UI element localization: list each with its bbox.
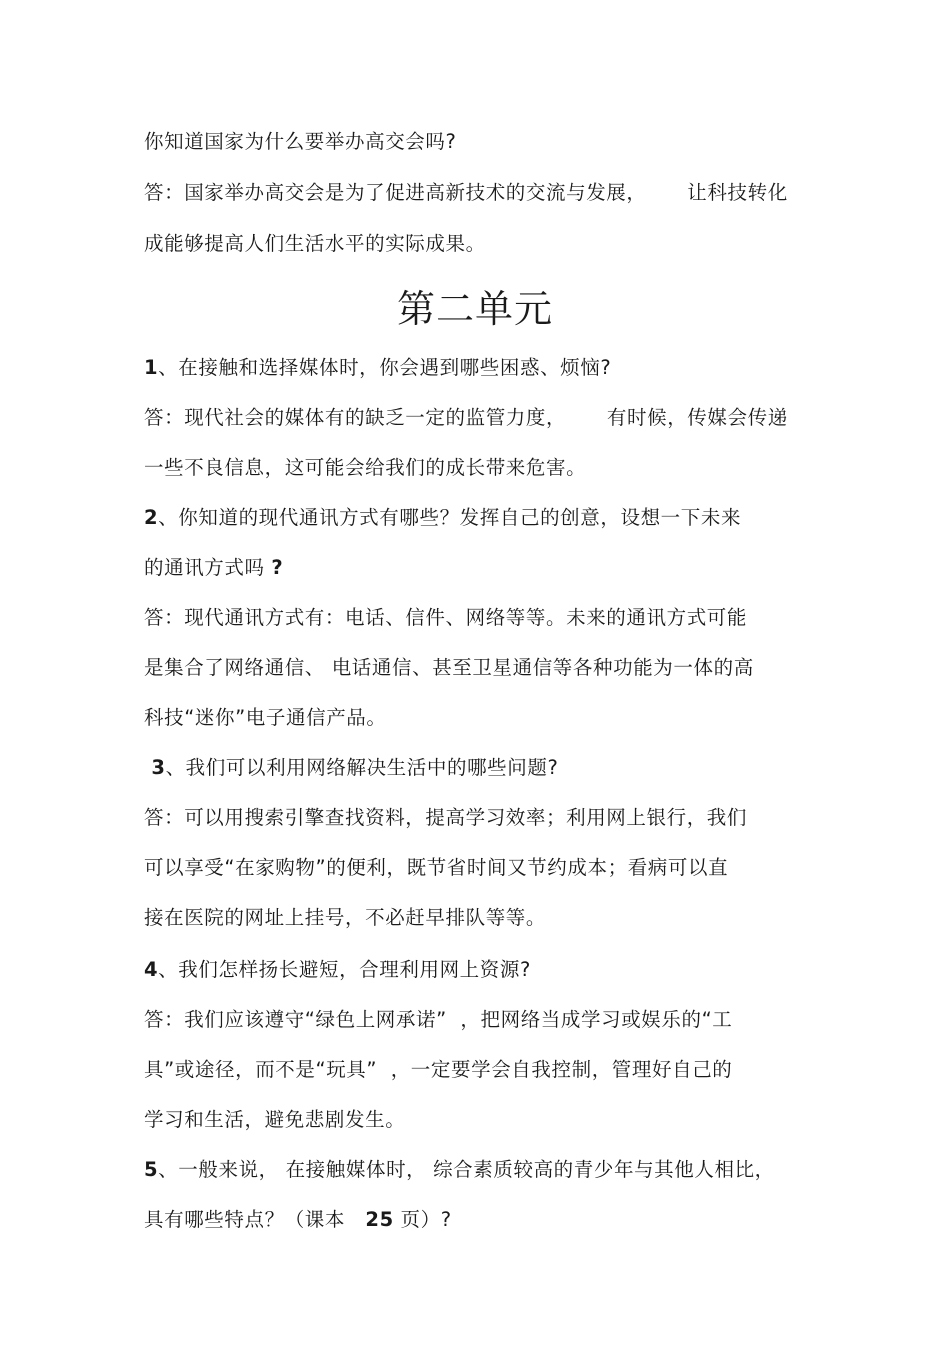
q3-answer-line-1: 答：可以用搜索引擎查找资料，提高学习效率；利用网上银行，我们	[144, 806, 748, 829]
q5-question-text-2a: 具有哪些特点？（课本	[144, 1208, 366, 1231]
q1-answer-line-2: 一些不良信息，这可能会给我们的成长带来危害。	[144, 456, 587, 479]
q5-question-text: 、一般来说， 在接触媒体时， 综合素质较高的青少年与其他人相比，	[158, 1158, 775, 1181]
q1-question	[144, 355, 611, 381]
q2-number: 2	[144, 506, 159, 529]
q5-question-line-1	[144, 1157, 775, 1183]
q2-question-text-2: 的通讯方式吗	[144, 556, 272, 579]
q3-answer-line-3: 接在医院的网址上挂号，不必赶早排队等等。	[144, 906, 547, 929]
intro-answer-line-2: 成能够提高人们生活水平的实际成果。	[144, 232, 486, 255]
q5-page-number: 25	[365, 1208, 394, 1231]
q5-number: 5	[144, 1158, 159, 1181]
q3-question-text: 、我们可以利用网络解决生活中的哪些问题?	[165, 756, 559, 779]
q3-answer-line-2: 可以享受“在家购物”的便利，既节省时间又节约成本；看病可以直	[144, 856, 729, 879]
intro-question: 你知道国家为什么要举办高交会吗?	[144, 130, 457, 153]
q2-question-text: 、你知道的现代通讯方式有哪些？发挥自己的创意，设想一下未来	[158, 506, 742, 529]
q5-question-text-2b: 页）?	[393, 1208, 452, 1231]
q3-question	[144, 755, 558, 781]
q1-answer-line-1: 答：现代社会的媒体有的缺乏一定的监管力度， 有时候，传媒会传递	[144, 406, 788, 429]
q4-number: 4	[144, 958, 159, 981]
q4-question-text: 、我们怎样扬长避短，合理利用网上资源?	[158, 958, 531, 981]
q4-question	[144, 957, 531, 983]
q3-number: 3	[144, 756, 166, 779]
q2-answer-line-2: 是集合了网络通信、 电话通信、甚至卫星通信等各种功能为一体的高	[144, 656, 754, 679]
q4-answer-line-3: 学习和生活，避免悲剧发生。	[144, 1108, 406, 1131]
q4-answer-line-1: 答：我们应该遵守“绿色上网承诺” ，把网络当成学习或娱乐的“工	[144, 1008, 733, 1031]
q2-question-mark: ?	[271, 556, 284, 579]
unit-title: 第二单元	[396, 287, 553, 331]
q2-question-line-1	[144, 505, 741, 531]
intro-answer-line-1: 答：国家举办高交会是为了促进高新技术的交流与发展， 让科技转化	[144, 181, 788, 204]
q2-answer-line-3: 科技“迷你”电子通信产品。	[144, 706, 387, 729]
q5-question-line-2	[144, 1207, 452, 1233]
q2-question-line-2	[144, 555, 283, 581]
q1-number: 1	[144, 356, 159, 379]
q2-answer-line-1: 答：现代通讯方式有：电话、信件、网络等等。未来的通讯方式可能	[144, 606, 748, 629]
q4-answer-line-2: 具”或途径，而不是“玩具” ，一定要学会自我控制，管理好自己的	[144, 1058, 733, 1081]
q1-question-text: 、在接触和选择媒体时，你会遇到哪些困惑、烦恼?	[158, 356, 612, 379]
